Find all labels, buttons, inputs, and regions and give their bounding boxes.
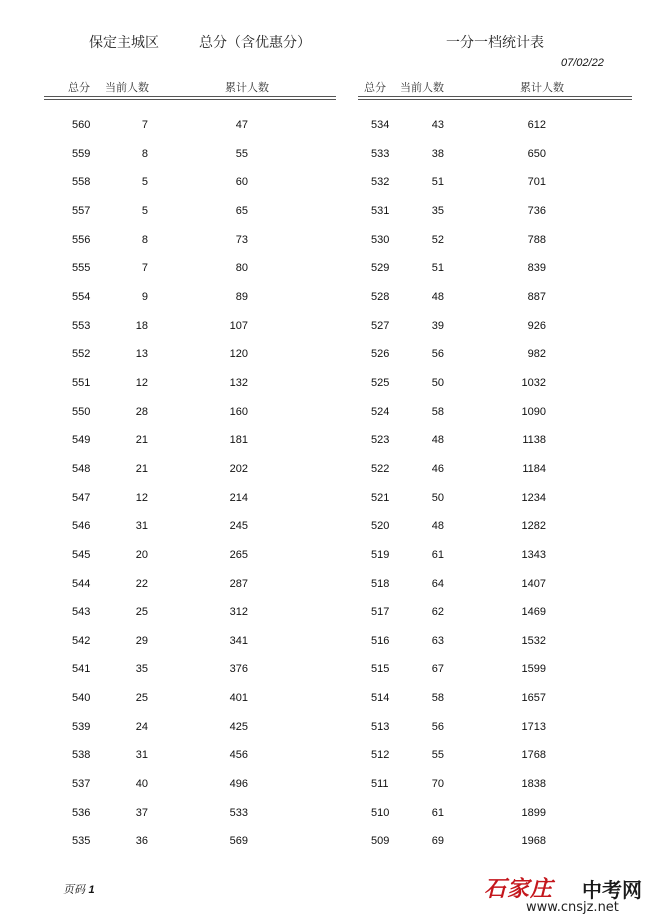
current-count-cell: 8 [141,147,148,160]
score-cell: 550 [72,405,91,418]
table-row [358,721,632,750]
cumulative-count-cell: 1090 [521,405,546,418]
table-row [44,578,336,607]
cumulative-count-cell: 1838 [521,778,546,791]
cumulative-count-cell: 265 [229,548,248,561]
score-cell: 553 [72,319,91,332]
cumulative-count-cell: 1138 [522,434,546,447]
cumulative-count-cell: 1713 [521,720,546,733]
table-row [358,119,632,148]
score-cell: 548 [72,462,91,475]
table-row [358,291,632,320]
current-count-cell: 25 [135,692,148,705]
header-current: 当前人数 [105,81,149,94]
table-row [44,148,336,177]
cumulative-count-cell: 376 [229,663,248,676]
table-row [358,635,632,664]
cumulative-count-cell: 736 [527,204,546,217]
table-row [358,778,632,807]
current-count-cell: 48 [431,520,444,533]
current-count-cell: 28 [135,405,148,418]
cumulative-count-cell: 1184 [522,462,546,475]
table-row [44,205,336,234]
score-cell: 512 [371,749,390,762]
cumulative-count-cell: 1282 [521,520,546,533]
score-cell: 552 [72,348,91,361]
score-cell: 518 [371,577,390,590]
score-cell: 521 [371,491,390,504]
current-count-cell: 39 [431,319,444,332]
table-row [44,463,336,492]
current-count-cell: 8 [141,233,148,246]
current-count-cell: 36 [135,835,148,848]
cumulative-count-cell: 1234 [521,491,546,504]
cumulative-count-cell: 1532 [521,634,546,647]
table-row [44,320,336,349]
table-row [358,692,632,721]
current-count-cell: 50 [431,376,444,389]
current-count-cell: 56 [431,348,444,361]
current-count-cell: 5 [141,204,148,217]
header-rule-top [44,96,336,97]
table-row [44,262,336,291]
score-cell: 509 [371,835,390,848]
report-date: 07/02/22 [561,57,604,69]
table-row [44,663,336,692]
current-count-cell: 58 [431,692,444,705]
cumulative-count-cell: 120 [229,348,248,361]
table-row [358,262,632,291]
current-count-cell: 69 [431,835,444,848]
cumulative-count-cell: 132 [229,376,248,389]
right-table-header [358,76,632,96]
cumulative-count-cell: 245 [229,520,248,533]
score-cell: 538 [72,749,91,762]
table-title: 一分一档统计表 [446,35,544,51]
right-table-body [358,119,632,864]
score-cell: 519 [371,548,390,561]
current-count-cell: 25 [135,606,148,619]
cumulative-count-cell: 47 [235,119,248,131]
cumulative-count-cell: 569 [229,835,248,848]
score-cell: 546 [72,520,91,533]
current-count-cell: 55 [431,749,444,762]
score-type-title: 总分（含优惠分） [199,35,311,51]
current-count-cell: 46 [431,462,444,475]
table-row [358,406,632,435]
table-row [44,692,336,721]
current-count-cell: 40 [135,778,148,791]
cumulative-count-cell: 496 [229,778,248,791]
header-current: 当前人数 [400,81,444,94]
current-count-cell: 43 [431,119,444,131]
cumulative-count-cell: 73 [235,233,248,246]
score-cell: 541 [72,663,91,676]
cumulative-count-cell: 181 [229,434,248,447]
table-row [44,520,336,549]
current-count-cell: 56 [431,720,444,733]
cumulative-count-cell: 80 [235,262,248,275]
table-row [358,520,632,549]
right-table [358,76,632,848]
header-rule-top [358,96,632,97]
current-count-cell: 18 [135,319,148,332]
score-cell: 522 [371,462,390,475]
current-count-cell: 64 [431,577,444,590]
score-cell: 539 [72,720,91,733]
table-row [358,835,632,864]
cumulative-count-cell: 1899 [521,806,546,819]
current-count-cell: 24 [135,720,148,733]
table-row [358,463,632,492]
page-footer [63,881,95,897]
table-row [44,406,336,435]
score-cell: 556 [72,233,91,246]
table-row [358,434,632,463]
cumulative-count-cell: 401 [229,692,248,705]
table-row [44,835,336,864]
cumulative-count-cell: 839 [527,262,546,275]
cumulative-count-cell: 1657 [521,692,546,705]
table-row [44,635,336,664]
score-cell: 527 [371,319,390,332]
current-count-cell: 37 [135,806,148,819]
current-count-cell: 62 [431,606,444,619]
current-count-cell: 12 [135,491,148,504]
cumulative-count-cell: 160 [229,405,248,418]
score-cell: 545 [72,548,91,561]
score-cell: 510 [371,806,390,819]
header-score: 总分 [364,81,386,94]
left-table-header [44,76,336,96]
score-cell: 523 [371,434,390,447]
page-number: 1 [88,884,95,896]
watermark-url: www.cnsjz.net [526,900,619,915]
current-count-cell: 5 [141,176,148,189]
current-count-cell: 22 [135,577,148,590]
current-count-cell: 50 [431,491,444,504]
score-cell: 544 [72,577,91,590]
header-cumulative: 累计人数 [520,81,564,94]
table-row [44,377,336,406]
score-cell: 511 [371,778,389,791]
cumulative-count-cell: 107 [229,319,248,332]
table-row [358,234,632,263]
current-count-cell: 38 [431,147,444,160]
cumulative-count-cell: 202 [229,462,248,475]
score-cell: 560 [72,119,91,131]
table-row [358,205,632,234]
score-cell: 517 [371,606,390,619]
score-cell: 534 [371,119,390,131]
table-row [44,807,336,836]
score-cell: 543 [72,606,91,619]
score-cell: 520 [371,520,390,533]
header-rule-bottom [358,99,632,100]
score-cell: 514 [371,692,390,705]
cumulative-count-cell: 926 [527,319,546,332]
current-count-cell: 31 [135,520,148,533]
current-count-cell: 48 [431,290,444,303]
score-cell: 515 [371,663,390,676]
table-row [358,549,632,578]
score-cell: 547 [72,491,91,504]
score-cell: 529 [371,262,390,275]
header-score: 总分 [68,81,90,94]
cumulative-count-cell: 214 [229,491,248,504]
current-count-cell: 35 [135,663,148,676]
watermark-site: 中考网 [582,878,642,902]
cumulative-count-cell: 1407 [521,577,546,590]
current-count-cell: 61 [431,806,444,819]
score-cell: 536 [72,806,91,819]
table-row [44,348,336,377]
current-count-cell: 51 [431,262,444,275]
score-cell: 551 [72,376,91,389]
score-cell: 528 [371,290,390,303]
cumulative-count-cell: 55 [235,147,248,160]
cumulative-count-cell: 701 [527,176,546,189]
cumulative-count-cell: 1032 [521,376,546,389]
cumulative-count-cell: 312 [229,606,248,619]
table-row [358,663,632,692]
cumulative-count-cell: 60 [235,176,248,189]
current-count-cell: 48 [431,434,444,447]
table-row [358,606,632,635]
score-cell: 557 [72,204,91,217]
table-row [358,578,632,607]
table-row [358,320,632,349]
table-row [44,176,336,205]
score-cell: 542 [72,634,91,647]
cumulative-count-cell: 1469 [521,606,546,619]
cumulative-count-cell: 612 [527,119,546,131]
cumulative-count-cell: 89 [235,290,248,303]
current-count-cell: 13 [135,348,148,361]
cumulative-count-cell: 1768 [521,749,546,762]
current-count-cell: 70 [431,778,444,791]
cumulative-count-cell: 887 [527,290,546,303]
score-cell: 535 [72,835,91,848]
score-cell: 530 [371,233,390,246]
table-row [358,148,632,177]
table-row [358,348,632,377]
table-row [44,234,336,263]
score-cell: 537 [72,778,91,791]
score-cell: 525 [371,376,390,389]
cumulative-count-cell: 1968 [521,835,546,848]
score-cell: 559 [72,147,91,160]
score-cell: 558 [72,176,91,189]
current-count-cell: 51 [431,176,444,189]
cumulative-count-cell: 650 [527,147,546,160]
current-count-cell: 35 [431,204,444,217]
table-row [358,176,632,205]
cumulative-count-cell: 1599 [521,663,546,676]
cumulative-count-cell: 425 [229,720,248,733]
current-count-cell: 12 [135,376,148,389]
cumulative-count-cell: 533 [229,806,248,819]
left-table [44,76,336,848]
score-cell: 513 [371,720,390,733]
cumulative-count-cell: 65 [235,204,248,217]
table-row [358,492,632,521]
cumulative-count-cell: 1343 [521,548,546,561]
table-row [44,749,336,778]
current-count-cell: 21 [135,462,148,475]
cumulative-count-cell: 456 [229,749,248,762]
table-row [358,377,632,406]
score-cell: 549 [72,434,91,447]
cumulative-count-cell: 287 [229,577,248,590]
score-cell: 532 [371,176,390,189]
table-row [44,606,336,635]
header-cumulative: 累计人数 [225,81,269,94]
current-count-cell: 61 [431,548,444,561]
table-row [44,119,336,148]
page-label: 页码 [63,883,85,896]
left-table-body [44,119,336,864]
current-count-cell: 67 [431,663,444,676]
score-cell: 555 [72,262,91,275]
score-cell: 526 [371,348,390,361]
table-row [44,549,336,578]
table-row [44,778,336,807]
table-row [44,492,336,521]
score-cell: 531 [371,204,390,217]
current-count-cell: 29 [135,634,148,647]
current-count-cell: 63 [431,634,444,647]
table-row [44,434,336,463]
score-cell: 524 [371,405,390,418]
watermark [484,872,644,916]
current-count-cell: 31 [135,749,148,762]
cumulative-count-cell: 982 [527,348,546,361]
region-title: 保定主城区 [89,35,159,51]
current-count-cell: 20 [135,548,148,561]
score-cell: 554 [72,290,91,303]
current-count-cell: 58 [431,405,444,418]
current-count-cell: 9 [141,290,148,303]
table-row [44,721,336,750]
current-count-cell: 52 [431,233,444,246]
current-count-cell: 7 [141,262,148,275]
score-cell: 533 [371,147,390,160]
current-count-cell: 7 [141,119,148,131]
table-row [358,749,632,778]
score-cell: 540 [72,692,91,705]
score-cell: 516 [371,634,390,647]
cumulative-count-cell: 341 [229,634,248,647]
cumulative-count-cell: 788 [527,233,546,246]
current-count-cell: 21 [135,434,148,447]
table-row [358,807,632,836]
header-rule-bottom [44,99,336,100]
watermark-brand: 石家庄 [484,876,554,902]
table-row [44,291,336,320]
